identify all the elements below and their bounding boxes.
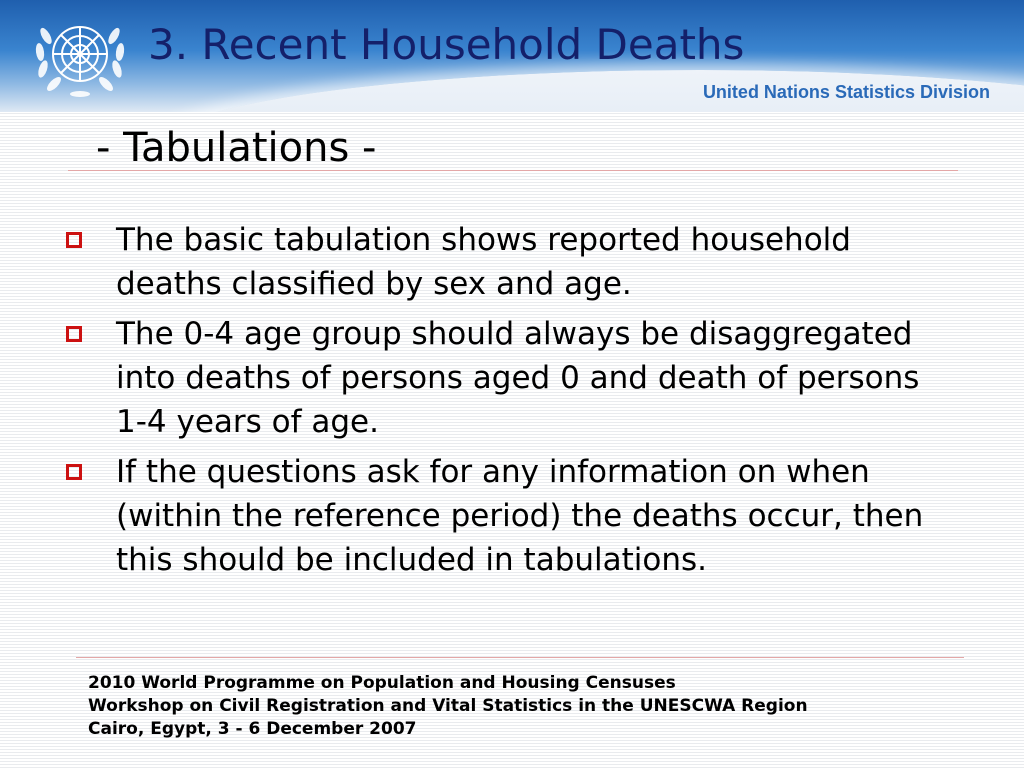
footer-location-date: Cairo, Egypt, 3 - 6 December 2007 (88, 719, 417, 739)
hollow-square-bullet-icon (66, 232, 82, 248)
bullet-item (64, 450, 964, 582)
hollow-square-bullet-icon (66, 326, 82, 342)
footer-divider (76, 657, 964, 658)
bullet-item (64, 218, 964, 306)
organization-name: United Nations Statistics Division (702, 82, 990, 102)
bullet-text: The basic tabulation shows reported household deaths classified by sex and age. (116, 222, 851, 302)
bullet-list (64, 218, 964, 588)
bullet-text: If the questions ask for any information on when (within the reference period) the deaths occur, then this should be included in tabulations. (116, 454, 924, 578)
slide-title: 3. Recent Household Deaths (148, 20, 745, 69)
subtitle-divider (68, 170, 958, 171)
bullet-text: The 0-4 age group should always be disaggregated into deaths of persons aged 0 and death of persons 1-4 years of age. (116, 316, 920, 440)
footer-workshop: Workshop on Civil Registration and Vital Statistics in the UNESCWA Region (88, 696, 808, 716)
footer-programme: 2010 World Programme on Population and Housing Censuses (88, 673, 676, 693)
slide-subtitle: - Tabulations - (96, 125, 377, 171)
hollow-square-bullet-icon (66, 464, 82, 480)
un-emblem-icon (28, 8, 132, 104)
bullet-item (64, 312, 964, 444)
slide-header (0, 0, 1024, 112)
slide-footer (88, 672, 808, 741)
